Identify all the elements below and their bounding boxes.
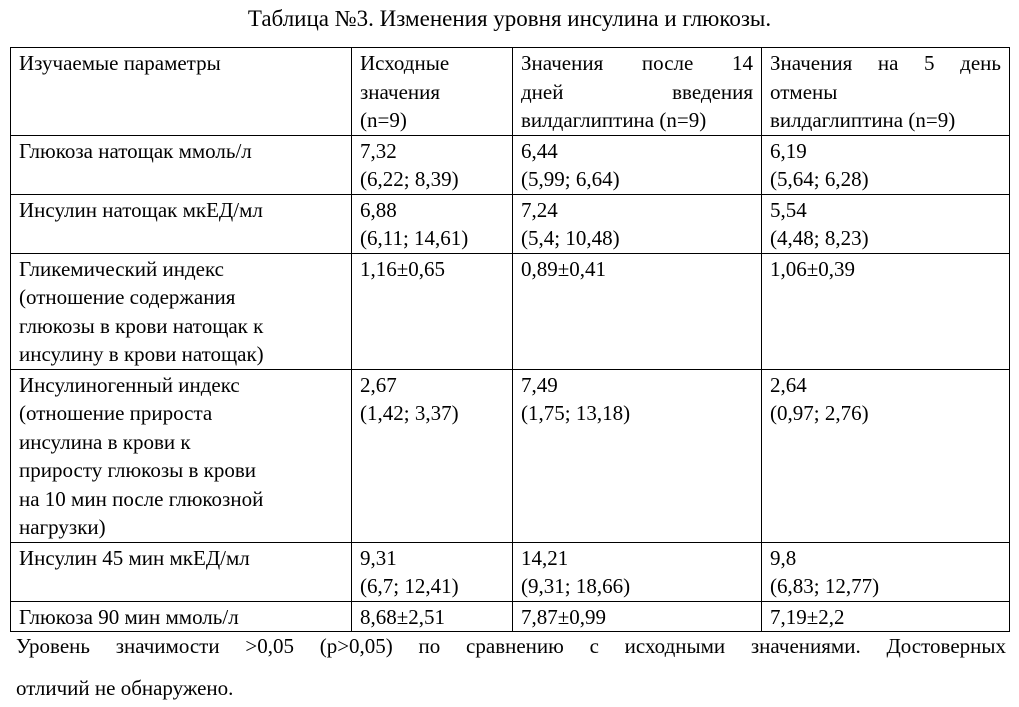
cell-line: (6,83; 12,77) bbox=[770, 574, 880, 598]
header-row bbox=[11, 48, 1010, 136]
cell-line: 0,89±0,41 bbox=[521, 256, 607, 281]
cell-line: (6,7; 12,41) bbox=[360, 574, 459, 598]
parameter-cell bbox=[11, 542, 352, 601]
header-cell-withdrawal-day-5 bbox=[762, 48, 1010, 136]
withdrawal-day-5-cell bbox=[762, 253, 1010, 369]
header-text: значения bbox=[360, 79, 441, 104]
cell-line: Инсулин натощак мкЕД/мл bbox=[19, 197, 263, 222]
cell-line: глюкозы в крови натощак к bbox=[19, 313, 264, 338]
cell-line: 7,87±0,99 bbox=[521, 604, 607, 629]
table-row bbox=[11, 135, 1010, 194]
after-14-days-cell bbox=[513, 194, 762, 253]
withdrawal-day-5-cell bbox=[762, 601, 1010, 632]
baseline-cell bbox=[352, 542, 513, 601]
header-cell-parameters bbox=[11, 48, 352, 136]
header-text: вилдаглиптина (n=9) bbox=[521, 108, 707, 132]
footnote-line-1: Уровень значимости >0,05 (p>0,05) по сравнению с исходными значениями. Достоверных bbox=[16, 634, 1006, 658]
after-14-days-cell bbox=[513, 542, 762, 601]
footnote bbox=[16, 632, 1006, 702]
cell-line: 6,88 bbox=[360, 197, 397, 222]
cell-line: Инсулиногенный индекс bbox=[19, 372, 240, 397]
cell-line: 1,16±0,65 bbox=[360, 256, 446, 281]
footnote-line-2: отличий не обнаружено. bbox=[16, 676, 234, 700]
header-cell-baseline bbox=[352, 48, 513, 136]
baseline-cell bbox=[352, 253, 513, 369]
cell-line: 6,44 bbox=[521, 138, 558, 163]
parameter-cell bbox=[11, 135, 352, 194]
withdrawal-day-5-cell bbox=[762, 542, 1010, 601]
cell-line: (5,99; 6,64) bbox=[521, 167, 620, 191]
cell-line: Глюкоза 90 мин ммоль/л bbox=[19, 604, 239, 629]
baseline-cell bbox=[352, 601, 513, 632]
header-text: (n=9) bbox=[360, 108, 407, 132]
cell-line: инсулина в крови к bbox=[19, 429, 191, 454]
cell-line: приросту глюкозы в крови bbox=[19, 458, 256, 482]
cell-line: Инсулин 45 мин мкЕД/мл bbox=[19, 545, 250, 570]
after-14-days-cell bbox=[513, 253, 762, 369]
cell-line: инсулину в крови натощак) bbox=[19, 342, 264, 366]
parameter-cell bbox=[11, 601, 352, 632]
baseline-cell bbox=[352, 369, 513, 542]
header-text: Изучаемые параметры bbox=[19, 51, 221, 75]
cell-line: (9,31; 18,66) bbox=[521, 574, 631, 598]
parameter-cell bbox=[11, 253, 352, 369]
cell-line: 5,54 bbox=[770, 197, 807, 222]
cell-line: (6,22; 8,39) bbox=[360, 167, 459, 191]
cell-line: 2,67 bbox=[360, 372, 397, 397]
withdrawal-day-5-cell bbox=[762, 369, 1010, 542]
withdrawal-day-5-cell bbox=[762, 194, 1010, 253]
cell-line: нагрузки) bbox=[19, 515, 106, 539]
cell-line: 9,31 bbox=[360, 545, 397, 570]
cell-line: (0,97; 2,76) bbox=[770, 401, 869, 425]
cell-line: 8,68±2,51 bbox=[360, 604, 446, 629]
cell-line: 1,06±0,39 bbox=[770, 256, 856, 281]
insulin-glucose-table bbox=[10, 47, 1010, 632]
baseline-cell bbox=[352, 194, 513, 253]
cell-line: 6,19 bbox=[770, 138, 807, 163]
after-14-days-cell bbox=[513, 369, 762, 542]
header-text: дней введения bbox=[521, 79, 753, 104]
cell-line: на 10 мин после глюкозной bbox=[19, 486, 264, 511]
cell-line: (5,64; 6,28) bbox=[770, 167, 869, 191]
cell-line: 7,19±2,2 bbox=[770, 604, 845, 629]
cell-line: 7,24 bbox=[521, 197, 558, 222]
withdrawal-day-5-cell bbox=[762, 135, 1010, 194]
table-row bbox=[11, 194, 1010, 253]
cell-line: 14,21 bbox=[521, 545, 569, 570]
cell-line: Гликемический индекс bbox=[19, 256, 224, 281]
cell-line: (отношение содержания bbox=[19, 285, 236, 309]
header-text: Исходные bbox=[360, 51, 450, 75]
header-text: отмены bbox=[770, 79, 838, 104]
cell-line: 7,49 bbox=[521, 372, 558, 397]
table-row bbox=[11, 601, 1010, 632]
table-row bbox=[11, 542, 1010, 601]
cell-line: 9,8 bbox=[770, 545, 797, 570]
parameter-cell bbox=[11, 194, 352, 253]
parameter-cell bbox=[11, 369, 352, 542]
cell-line: 7,32 bbox=[360, 138, 397, 163]
cell-line: (отношение прироста bbox=[19, 401, 213, 425]
cell-line: (5,4; 10,48) bbox=[521, 226, 620, 250]
header-cell-after-14-days bbox=[513, 48, 762, 136]
header-text: Значения на 5 день bbox=[770, 51, 1001, 75]
cell-line: (1,75; 13,18) bbox=[521, 401, 631, 425]
cell-line: (1,42; 3,37) bbox=[360, 401, 459, 425]
header-text: вилдаглиптина (n=9) bbox=[770, 108, 956, 132]
after-14-days-cell bbox=[513, 601, 762, 632]
table-row bbox=[11, 369, 1010, 542]
cell-line: Глюкоза натощак ммоль/л bbox=[19, 138, 252, 163]
header-text: Значения после 14 bbox=[521, 51, 753, 75]
cell-line: (4,48; 8,23) bbox=[770, 226, 869, 250]
cell-line: 2,64 bbox=[770, 372, 807, 397]
table-row bbox=[11, 253, 1010, 369]
after-14-days-cell bbox=[513, 135, 762, 194]
baseline-cell bbox=[352, 135, 513, 194]
cell-line: (6,11; 14,61) bbox=[360, 226, 469, 250]
table-title: Таблица №3. Изменения уровня инсулина и глюкозы. bbox=[247, 6, 772, 31]
